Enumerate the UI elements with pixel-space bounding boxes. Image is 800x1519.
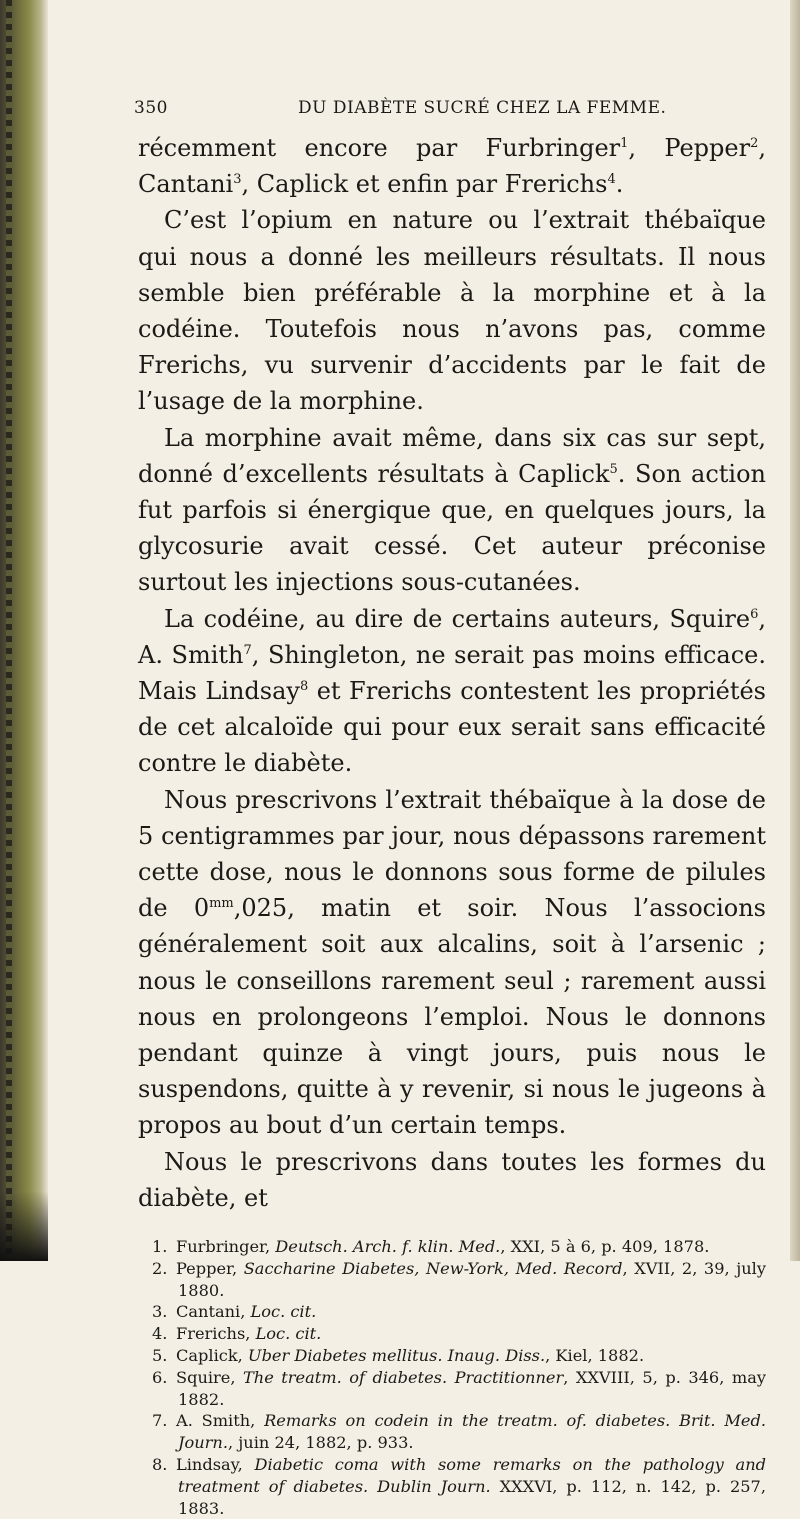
footnote-title: The treatm. of diabetes. Practitionner — [243, 1367, 564, 1387]
footnote-ref: 4 — [607, 172, 616, 188]
footnote-author: Frerichs, — [176, 1324, 256, 1344]
footnote-details: XXXVI, p. 112, n. 142, p. 257, 1883. — [178, 1476, 766, 1518]
paragraph-text: Nous le prescrivons dans toutes les formes du diabète, et — [138, 1147, 766, 1212]
paragraph-text: , Caplick et enfin par Frerichs — [241, 170, 608, 199]
footnote-ref: mm — [209, 896, 234, 912]
paragraph-text: C’est l’opium en nature ou l’extrait thébaïque qui nous a donné les meilleurs résultats. Il nous semble bien préférable à la morphine et à la codéine. Toutefois nous n’avons pas, comme Frerichs, vu survenir d’accidents par le fait de l’usage de la morphine. — [138, 206, 766, 416]
paragraph — [138, 782, 766, 1144]
page-number: 350 — [134, 98, 168, 118]
footnote — [138, 1367, 766, 1411]
footnote-title: Deutsch. Arch. f. klin. Med. — [275, 1237, 501, 1257]
binding-thread — [6, 0, 12, 1261]
paragraph-text: La codéine, au dire de certains auteurs, Squire — [164, 604, 751, 633]
book-binding — [0, 0, 48, 1261]
paragraph — [138, 1144, 766, 1216]
book-page — [134, 98, 767, 1519]
footnote-ref: 5 — [609, 461, 618, 477]
paragraph-text: , Cantani — [138, 134, 766, 199]
footnote-ref: 6 — [750, 606, 759, 622]
footnote-details: , XVII, 2, 39, july 1880. — [178, 1258, 766, 1300]
footnote-number: 1. — [152, 1237, 168, 1257]
footnote — [138, 1345, 766, 1367]
paragraph — [138, 202, 766, 419]
footnote-details: , XXVIII, 5, p. 346, may 1882. — [178, 1367, 766, 1409]
paragraph — [138, 601, 766, 782]
paragraph-text: , A. Smith — [138, 604, 766, 669]
paragraph-text: . — [615, 170, 624, 199]
footnote-ref: 7 — [243, 642, 252, 658]
footnote-number: 4. — [152, 1324, 168, 1344]
footnote-author: Lindsay, — [176, 1455, 255, 1475]
running-header — [134, 98, 766, 126]
footnote-author: Cantani, — [176, 1302, 251, 1322]
paragraph — [138, 130, 766, 202]
footnote-title: Saccharine Diabetes, New-York, Med. Record — [243, 1258, 623, 1278]
footnote-number: 3. — [152, 1302, 168, 1322]
paragraph-text: et Frerichs contestent les propriétés de cet alcaloïde qui pour eux serait sans efficacité contre le diabète. — [138, 677, 766, 778]
footnote-author: Pepper, — [176, 1258, 244, 1278]
paragraph — [138, 420, 766, 601]
footnotes — [138, 1236, 766, 1519]
footnote-ref: 1 — [620, 136, 629, 151]
paragraph-text: , Pepper — [628, 134, 751, 162]
footnote-title: Loc. cit. — [255, 1324, 322, 1344]
footnote-ref: 3 — [233, 172, 242, 188]
footnote-title: Loc. cit. — [250, 1302, 317, 1322]
footnote-number: 5. — [152, 1346, 168, 1366]
paragraph-text: ,025, matin et soir. Nous l’associons généralement soit aux alcalins, soit à l’arsenic ; nous le conseillons rarement seul ; rarement aussi nous en prolongeons l’emploi. Nous le donnons pendant quinze à vingt jours, puis nous le suspendons, quitte à y revenir, si nous le jugeons à propos au bout d’un certain temps. — [138, 894, 766, 1140]
body-text — [138, 130, 766, 1216]
footnote — [138, 1410, 766, 1454]
footnote — [138, 1323, 766, 1345]
paragraph-text: , Shingleton, ne serait pas moins efficace. Mais Lindsay — [138, 640, 766, 706]
footnote — [138, 1236, 766, 1258]
footnote-title: Uber Diabetes mellitus. Inaug. Diss. — [247, 1346, 546, 1366]
footnote-number: 8. — [152, 1455, 168, 1475]
footnote-author: Caplick, — [176, 1346, 248, 1366]
footnote-author: Furbringer, — [176, 1237, 276, 1257]
footnote-ref: 8 — [299, 679, 309, 695]
footnote-details: , juin 24, 1882, p. 933. — [227, 1433, 414, 1453]
paragraph-text: La morphine avait même, dans six cas sur sept, donné d’excellents résultats à Caplick — [138, 423, 766, 488]
footnote-number: 6. — [152, 1367, 168, 1387]
footnote-author: Squire, — [176, 1367, 243, 1387]
footnote-author: A. Smith, — [176, 1411, 265, 1431]
footnote-title: Remarks on codein in the treatm. of. diabetes. Brit. Med. Journ. — [178, 1411, 766, 1453]
paragraph-text: . Son action fut parfois si énergique que, en quelques jours, la glycosurie avait cessé. Cet auteur préconise surtout les injections sous-cutanées. — [138, 459, 767, 597]
paragraph-text: récemment encore par Furbringer — [138, 134, 621, 162]
running-title: DU DIABÈTE SUCRÉ CHEZ LA FEMME. — [298, 98, 667, 118]
footnote-details: , XXI, 5 à 6, p. 409, 1878. — [500, 1237, 710, 1257]
footnote-title: Diabetic coma with some remarks on the pathology and treatment of diabetes. Dublin Journ. — [178, 1455, 766, 1496]
footnote-ref: 2 — [750, 136, 759, 151]
page-edge — [790, 0, 800, 1261]
footnote-number: 7. — [152, 1411, 168, 1431]
footnote — [138, 1301, 766, 1323]
binding-shadow — [0, 1191, 48, 1261]
footnote — [138, 1258, 766, 1302]
paragraph-text: Nous prescrivons l’extrait thébaïque à la dose de 5 centigrammes par jour, nous dépassons rarement cette dose, nous le donnons sous forme de pilules de 0 — [138, 785, 766, 923]
footnote — [138, 1454, 766, 1519]
footnote-details: , Kiel, 1882. — [545, 1346, 645, 1366]
footnote-number: 2. — [152, 1258, 168, 1278]
